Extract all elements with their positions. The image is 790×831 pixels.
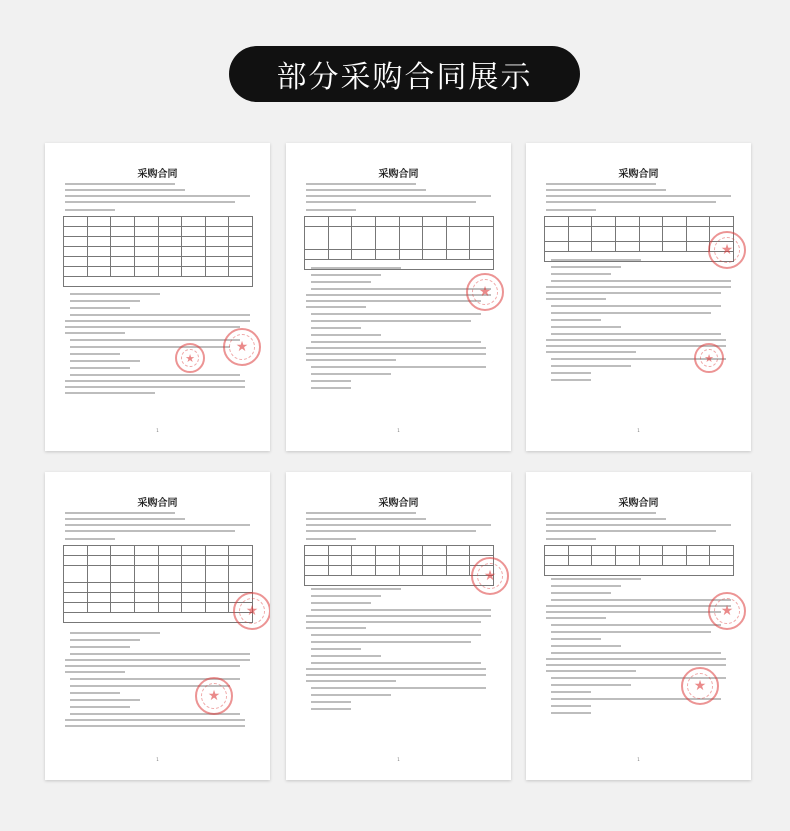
text-line [546,183,656,185]
text-line [546,530,716,532]
text-line [306,195,491,197]
contract-document-3[interactable] [526,143,751,451]
text-line [311,320,471,322]
text-line [311,641,471,643]
company-seal-icon [466,273,504,311]
text-line [551,578,641,580]
text-line [546,201,716,203]
text-line [70,367,130,369]
text-line [311,701,351,703]
text-line [70,639,140,641]
text-line [306,189,426,191]
text-line [546,617,606,619]
company-seal-icon [175,343,205,373]
text-line [311,387,351,389]
text-line [306,627,366,629]
text-line [70,360,140,362]
text-line [546,189,666,191]
text-line [551,712,591,714]
text-line [65,326,240,328]
text-line [551,599,731,601]
text-line [551,273,611,275]
text-line [306,524,491,526]
text-line [311,595,381,597]
text-line [306,668,486,670]
text-line [311,609,491,611]
text-line [546,292,721,294]
text-line [311,588,401,590]
text-line [311,662,481,664]
text-line [306,674,486,676]
text-line [551,705,591,707]
text-line [65,512,175,514]
text-line [70,653,250,655]
text-line [65,524,250,526]
contract-document-6[interactable] [526,472,751,780]
text-line [546,339,726,341]
text-line [70,632,160,634]
text-line [551,638,601,640]
text-line [551,280,731,282]
text-line [551,585,621,587]
text-line [546,524,731,526]
text-line [311,341,481,343]
text-line [546,209,596,211]
text-line [546,611,721,613]
text-line [65,195,250,197]
text-line [546,605,731,607]
text-line [551,319,601,321]
text-line [306,680,396,682]
text-line [65,719,245,721]
items-table [544,216,734,262]
text-line [551,333,721,335]
page-number: 1 [637,428,640,433]
text-line [551,624,721,626]
company-seal-icon [223,328,261,366]
text-line [65,189,185,191]
company-seal-icon [694,343,724,373]
contract-document-1[interactable] [45,143,270,451]
text-line [311,687,486,689]
text-line [306,530,476,532]
text-line [551,652,721,654]
text-line [311,380,351,382]
text-line [306,615,491,617]
items-table [63,216,253,287]
document-title: 采购合同 [378,169,419,180]
text-line [306,512,416,514]
text-line [306,353,486,355]
items-table [304,545,494,586]
page-number: 1 [397,757,400,762]
text-line [306,306,366,308]
text-line [546,286,731,288]
text-line [70,293,160,295]
text-line [551,372,591,374]
text-line [70,692,120,694]
text-line [65,671,125,673]
text-line [311,366,486,368]
text-line [311,708,351,710]
contract-document-5[interactable] [286,472,511,780]
text-line [306,300,481,302]
text-line [311,313,481,315]
text-line [306,359,396,361]
items-table [63,545,253,623]
text-line [70,300,140,302]
text-line [311,267,401,269]
document-title: 采购合同 [618,498,659,509]
text-line [311,655,381,657]
text-line [546,351,636,353]
page-number: 1 [156,428,159,433]
text-line [306,183,416,185]
items-table [304,216,494,270]
company-seal-icon [471,557,509,595]
text-line [311,281,371,283]
text-line [546,538,596,540]
page-number: 1 [397,428,400,433]
text-line [311,634,481,636]
text-line [551,684,631,686]
company-seal-icon [708,231,746,269]
text-line [546,298,606,300]
text-line [311,327,361,329]
text-line [546,195,731,197]
document-title: 采购合同 [137,169,178,180]
text-line [70,699,140,701]
company-seal-icon [233,592,270,630]
contract-document-2[interactable] [286,143,511,451]
text-line [311,373,391,375]
text-line [306,538,356,540]
text-line [65,201,235,203]
text-line [70,706,130,708]
section-title: 部分采购合同展示 [276,60,533,95]
company-seal-icon [681,667,719,705]
text-line [65,538,115,540]
page-number: 1 [637,757,640,762]
text-line [306,209,356,211]
text-line [551,691,591,693]
page-number: 1 [156,757,159,762]
text-line [546,664,726,666]
text-line [306,294,491,296]
document-title: 采购合同 [137,498,178,509]
text-line [70,374,240,376]
text-line [551,592,611,594]
text-line [65,725,245,727]
text-line [311,274,381,276]
text-line [65,183,175,185]
text-line [551,259,641,261]
text-line [306,518,426,520]
text-line [311,334,381,336]
text-line [65,392,155,394]
text-line [546,512,656,514]
text-line [551,305,721,307]
text-line [65,518,185,520]
text-line [311,288,491,290]
text-line [70,353,120,355]
text-line [70,646,130,648]
text-line [70,346,230,348]
text-line [551,312,711,314]
text-line [551,645,621,647]
text-line [546,518,666,520]
text-line [546,658,726,660]
items-table [544,545,734,576]
text-line [65,659,250,661]
text-line [65,209,115,211]
text-line [65,665,240,667]
document-title: 采购合同 [378,498,419,509]
text-line [306,201,476,203]
text-line [551,326,621,328]
text-line [306,347,486,349]
text-line [311,648,361,650]
text-line [65,332,125,334]
text-line [551,379,591,381]
text-line [551,266,621,268]
text-line [65,386,245,388]
text-line [551,631,711,633]
section-title-banner [229,46,580,102]
text-line [311,602,371,604]
text-line [70,314,250,316]
text-line [311,694,391,696]
text-line [65,380,245,382]
text-line [65,320,250,322]
text-line [306,621,481,623]
text-line [70,307,130,309]
text-line [65,530,235,532]
document-title: 采购合同 [618,169,659,180]
contract-document-4[interactable] [45,472,270,780]
text-line [546,670,636,672]
text-line [70,339,240,341]
company-seal-icon [708,592,746,630]
company-seal-icon [195,677,233,715]
text-line [551,365,631,367]
